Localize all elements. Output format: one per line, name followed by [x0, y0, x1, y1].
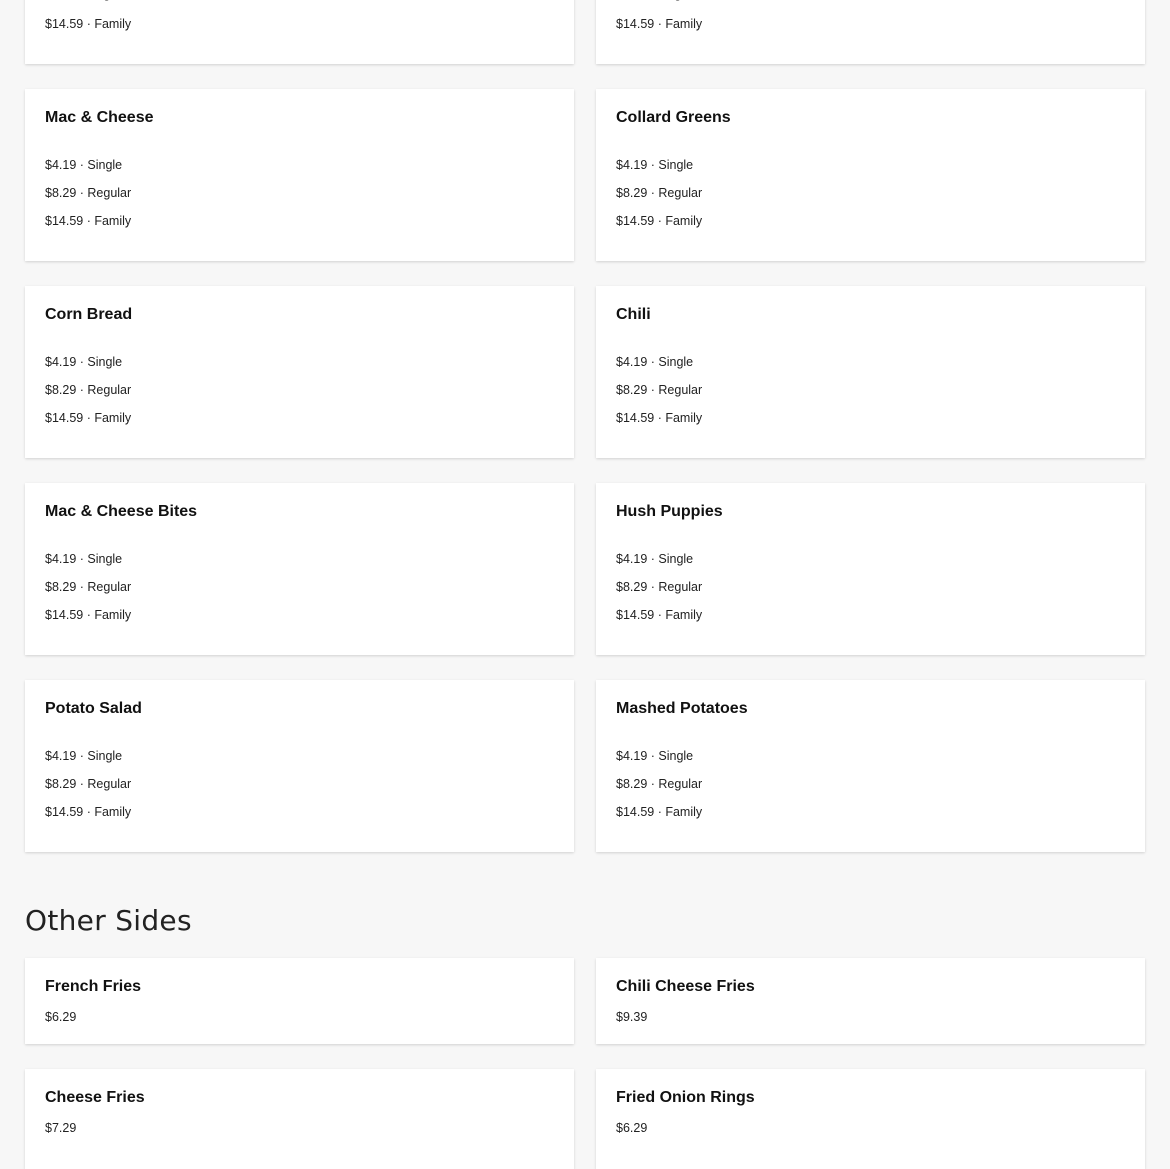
- item-title: French Fries: [45, 978, 142, 995]
- item-price: $6.29: [616, 1121, 648, 1135]
- menu-item-card[interactable]: [25, 286, 574, 458]
- menu-item-card[interactable]: [596, 0, 1145, 64]
- price-family: $14.59 · Family: [616, 17, 703, 31]
- item-price: $9.39: [616, 1010, 648, 1024]
- price-family: $14.59 · Family: [45, 805, 132, 819]
- menu-item-card[interactable]: [596, 680, 1145, 852]
- price-single: $4.19 · Single: [616, 749, 694, 763]
- price-single: $4.19 · Single: [616, 552, 694, 566]
- item-title: Hush Puppies: [616, 503, 723, 520]
- price-regular: $8.29 · Regular: [616, 383, 703, 397]
- item-title: Chili: [616, 306, 651, 323]
- item-price: $6.29: [45, 1010, 77, 1024]
- item-title: Chili Cheese Fries: [616, 978, 755, 995]
- price-single: $4.19 · Single: [45, 749, 123, 763]
- menu-item-card[interactable]: [596, 1069, 1145, 1169]
- menu-item-card[interactable]: [25, 958, 574, 1044]
- price-regular: [45, 0, 131, 1]
- menu-item-card[interactable]: [25, 0, 574, 64]
- price-family: $14.59 · Family: [45, 17, 132, 31]
- item-title: Collard Greens: [616, 109, 731, 126]
- price-family: $14.59 · Family: [616, 214, 703, 228]
- price-family: $14.59 · Family: [616, 411, 703, 425]
- item-title: Corn Bread: [45, 306, 133, 323]
- price-regular: $8.29 · Regular: [45, 580, 132, 594]
- price-single: $4.19 · Single: [45, 355, 123, 369]
- price-family: $14.59 · Family: [45, 608, 132, 622]
- price-single: $4.19 · Single: [45, 158, 123, 172]
- price-single: $4.19 · Single: [616, 355, 694, 369]
- menu-item-card[interactable]: [596, 483, 1145, 655]
- price-regular: [616, 0, 702, 1]
- item-price: $7.29: [45, 1121, 77, 1135]
- menu-item-card[interactable]: [25, 483, 574, 655]
- price-family: $14.59 · Family: [45, 214, 132, 228]
- price-regular: $8.29 · Regular: [45, 777, 132, 791]
- item-title: Mac & Cheese Bites: [45, 503, 198, 520]
- item-title: Mac & Cheese: [45, 109, 154, 126]
- item-title: Potato Salad: [45, 700, 142, 717]
- menu-item-card[interactable]: [25, 89, 574, 261]
- price-regular: $8.29 · Regular: [45, 186, 132, 200]
- price-single: $4.19 · Single: [616, 158, 694, 172]
- item-title: Fried Onion Rings: [616, 1089, 755, 1106]
- price-family: $14.59 · Family: [616, 608, 703, 622]
- price-regular: $8.29 · Regular: [616, 186, 703, 200]
- price-family: $14.59 · Family: [45, 411, 132, 425]
- menu-item-card[interactable]: [25, 1069, 574, 1169]
- price-single: $4.19 · Single: [45, 552, 123, 566]
- price-family: $14.59 · Family: [616, 805, 703, 819]
- menu-item-card[interactable]: [596, 286, 1145, 458]
- item-title: Cheese Fries: [45, 1089, 145, 1106]
- price-regular: $8.29 · Regular: [45, 383, 132, 397]
- item-title: Mashed Potatoes: [616, 700, 748, 717]
- menu-item-card[interactable]: [596, 89, 1145, 261]
- price-regular: $8.29 · Regular: [616, 580, 703, 594]
- section-heading: Other Sides: [25, 904, 192, 937]
- menu-item-card[interactable]: [25, 680, 574, 852]
- menu-item-card[interactable]: [596, 958, 1145, 1044]
- price-regular: $8.29 · Regular: [616, 777, 703, 791]
